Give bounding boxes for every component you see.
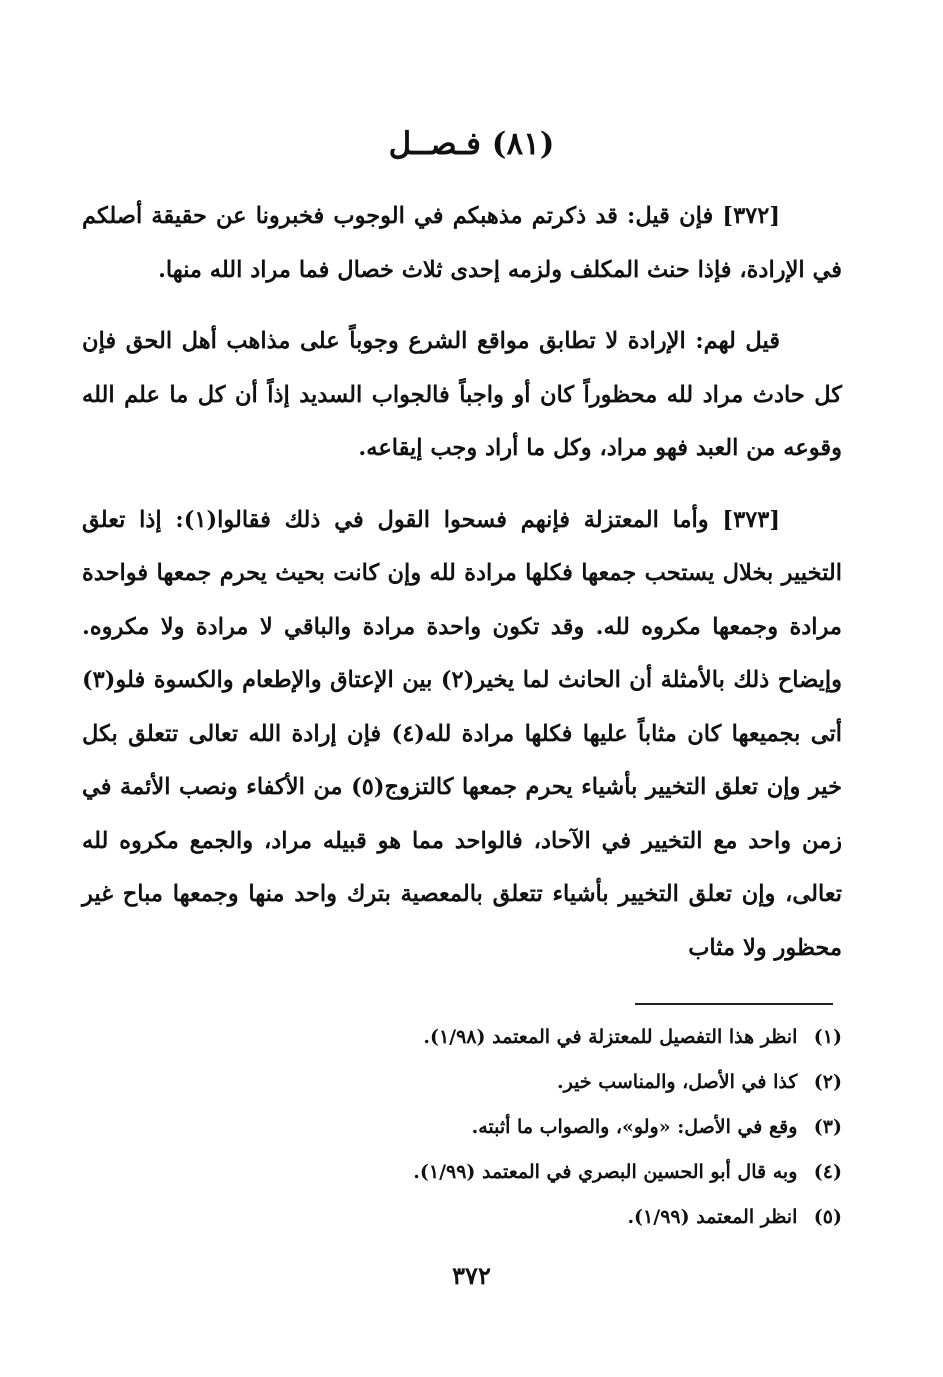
footnote-item — [82, 1015, 842, 1060]
footnote-text: كذا في الأصل، والمناسب خير. — [557, 1071, 798, 1093]
footnotes-list — [82, 1015, 842, 1240]
footnote-item — [82, 1105, 842, 1150]
footnote-text: انظر المعتمد (١/٩٩). — [627, 1206, 798, 1228]
footnote-item — [82, 1195, 842, 1240]
section-heading: (٨١) فـصــل — [388, 126, 555, 162]
footnote-text: انظر هذا التفصيل للمعتزلة في المعتمد (١/٩٨). — [423, 1026, 798, 1048]
main-text — [82, 190, 842, 975]
paragraph-reply — [82, 315, 842, 476]
paragraph-text: قيل لهم: الإرادة لا تطابق مواقع الشرع وجوباً على مذاهب أهل الحق فإن كل حادث مراد لله محظوراً كان أو واجباً فالجواب السديد إذاً أن كل ما علم الله وقوعه من العبد فهو مراد، وكل ما أراد وجب إيقاعه. — [82, 328, 842, 461]
footnote-number: (١) — [813, 1026, 842, 1048]
footnote-text: وبه قال أبو الحسين البصري في المعتمد (١/٩٩). — [413, 1161, 798, 1183]
paragraph-number: [٣٧٢] — [722, 203, 780, 229]
paragraph-number: [٣٧٣] — [722, 506, 780, 533]
footnote-item — [82, 1150, 842, 1195]
footnote-separator — [635, 1003, 833, 1005]
paragraph-372 — [82, 190, 842, 297]
footnote-number: (٢) — [813, 1071, 842, 1093]
footnote-number: (٤) — [813, 1161, 842, 1183]
page-number: ٣٧٢ — [452, 1261, 491, 1290]
paragraph-text: فإن قيل: قد ذكرتم مذهبكم في الوجوب فخبرونا عن حقيقة أصلكم في الإرادة، فإذا حنث المكلف ولزمه إحدى ثلاث خصال فما مراد الله منها. — [82, 203, 842, 283]
paragraph-373 — [82, 494, 842, 976]
footnote-item — [82, 1060, 842, 1105]
footnote-number: (٥) — [813, 1206, 842, 1228]
footnote-text: وقع في الأصل: «ولو»، والصواب ما أثبته. — [471, 1116, 798, 1138]
footnote-number: (٣) — [813, 1116, 842, 1138]
paragraph-text: وأما المعتزلة فإنهم فسحوا القول في ذلك فقالوا(١): إذا تعلق التخيير بخلال يستحب جمعها فكلها مرادة لله وإن كانت بحيث يحرم جمعها فواحدة مرادة وجمعها مكروه لله. وقد تكون واحدة مرادة والباقي لا مرادة ولا مكروه. وإيضاح ذلك بالأمثلة أن الحانث لما يخير(٢) بين الإعتاق والإطعام والكسوة فلو(٣) أتى بجميعها كان مثاباً عليها فكلها مرادة لله(٤) فإن إرادة الله تعالى تتعلق بكل خير وإن تعلق التخيير بأشياء يحرم جمعها كالتزوج(٥) من الأكفاء ونصب الأئمة في زمن واحد مع التخيير في الآحاد، فالواحد مما هو قبيله مراد، والجمع مكروه لله تعالى، وإن تعلق التخيير بأشياء تتعلق بالمعصية بترك واحد منها وجمعها مباح غير محظور ولا مثاب — [82, 506, 842, 961]
